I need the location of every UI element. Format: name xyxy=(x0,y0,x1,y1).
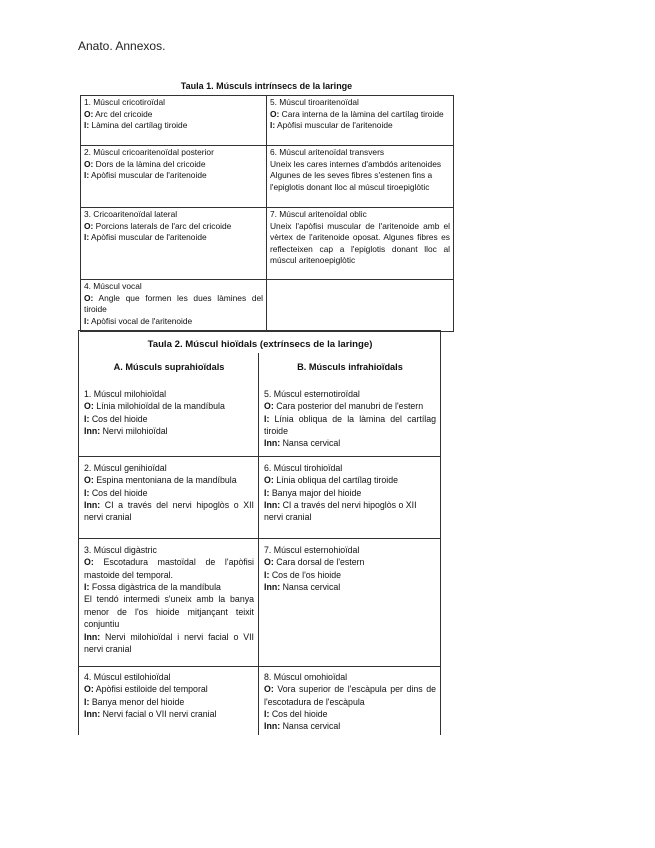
cell-line xyxy=(264,499,436,524)
cell-line xyxy=(264,544,436,556)
field-key: O: xyxy=(264,475,274,486)
field-text: 7. Múscul esternohioïdal xyxy=(264,544,360,555)
field-text: Nansa cervical xyxy=(280,721,341,732)
field-text: Línia obliqua de la làmina del cartílag tiroide xyxy=(264,413,436,437)
cell-line xyxy=(84,499,254,524)
table1-cell-empty xyxy=(267,280,454,332)
field-text: 5. Múscul esternotiroïdal xyxy=(264,388,360,399)
cell-line xyxy=(84,462,254,474)
field-key: I: xyxy=(84,170,90,181)
field-key: O: xyxy=(84,292,94,303)
table2-cell xyxy=(259,378,441,457)
field-text: Apòfisi estiloide del temporal xyxy=(93,684,208,695)
table1-cell xyxy=(81,208,267,280)
table1-cell xyxy=(81,146,267,208)
table2-row xyxy=(79,538,441,666)
field-key: I: xyxy=(84,315,90,326)
table2-cell xyxy=(79,378,259,457)
table2-cell xyxy=(259,456,441,538)
field-text: 6. Múscul tirohioïdal xyxy=(264,462,343,473)
cell-line xyxy=(264,671,436,683)
field-text: Apòfisi muscular de l'aritenoide xyxy=(275,120,393,131)
cell-line xyxy=(270,147,450,159)
table1-cell xyxy=(267,208,454,280)
field-text: Angle que formen les dues làmines del tiroide xyxy=(84,292,263,315)
table1 xyxy=(80,95,454,332)
table2-row xyxy=(79,666,441,735)
field-key: Inn: xyxy=(84,709,101,720)
field-text: Línia milohioïdal de la mandíbula xyxy=(93,401,225,412)
table1-cell xyxy=(81,280,267,332)
cell-line xyxy=(84,281,263,293)
field-text: Nansa cervical xyxy=(280,438,341,449)
field-text: Nervi facial o VII nervi cranial xyxy=(100,709,217,720)
field-key: I: xyxy=(270,120,276,131)
field-text: Uneix l'apòfisi muscular de l'aritenoide amb el vèrtex de l'aritenoide oposat. Algunes fibres es reflecteixen cap a l'epiglotis donant lloc al múscul aritenoepiglòtic xyxy=(270,220,450,266)
cell-line xyxy=(84,425,254,437)
field-key: I: xyxy=(84,232,90,243)
field-text: Apòfisi muscular de l'aritenoide xyxy=(89,170,207,181)
cell-line xyxy=(84,293,263,316)
field-key: O: xyxy=(264,401,274,412)
cell-line xyxy=(84,221,263,233)
cell-line xyxy=(84,159,263,171)
cell-line xyxy=(264,437,436,449)
field-text: El tendó intermedi s'uneix amb la banya menor de l'os hioide mitjançant teixit conjuntiu xyxy=(84,594,254,630)
table1-title: Taula 1. Músculs intrínsecs de la laringe xyxy=(180,81,353,91)
field-text: 4. Múscul estilohioïdal xyxy=(84,671,171,682)
table1-row xyxy=(81,280,454,332)
field-text: Cos del hioide xyxy=(269,709,328,720)
field-key: O: xyxy=(84,220,94,231)
field-key: I: xyxy=(264,709,270,720)
field-text: Fossa digàstrica de la mandíbula xyxy=(89,582,221,593)
table2-cell xyxy=(79,666,259,735)
cell-line xyxy=(264,556,436,568)
field-text: Nervi milohioïdal xyxy=(100,426,168,437)
field-key: O: xyxy=(84,158,94,169)
cell-line xyxy=(84,209,263,221)
field-key: Inn: xyxy=(264,582,281,593)
cell-line xyxy=(84,109,263,121)
table2-row xyxy=(79,456,441,538)
field-key: O: xyxy=(264,557,274,568)
field-key: Inn: xyxy=(84,426,101,437)
cell-line xyxy=(84,696,254,708)
field-text: CI a través del nervi hipoglòs o XII nervi cranial xyxy=(84,500,254,523)
field-text: CI a través del nervi hipoglòs o XII nervi cranial xyxy=(264,500,417,523)
field-key: O: xyxy=(84,108,94,119)
field-text: Arc del cricoide xyxy=(93,108,153,119)
field-text: Làmina del cartílag tiroide xyxy=(89,120,188,131)
field-text: 5. Múscul tiroaritenoïdal xyxy=(270,97,359,107)
cell-line xyxy=(264,487,436,499)
field-text: Apòfisi muscular de l'aritenoide xyxy=(89,232,207,243)
field-key: I: xyxy=(84,487,90,498)
table1-row xyxy=(81,208,454,280)
field-key: O: xyxy=(84,557,94,568)
field-text: Cos del hioide xyxy=(89,487,148,498)
field-key: I: xyxy=(264,487,270,498)
table2-cell xyxy=(79,456,259,538)
field-text: Cara interna de la làmina del cartílag tiroide xyxy=(279,108,444,119)
cell-line xyxy=(84,683,254,695)
table1-row xyxy=(81,96,454,146)
field-key: O: xyxy=(264,684,274,695)
field-text: Vora superior de l'escàpula per dins de l'escotadura de l'escàpula xyxy=(264,684,436,707)
field-text: Nansa cervical xyxy=(280,582,341,593)
field-key: I: xyxy=(84,696,90,707)
field-text: Uneix les cares internes d'ambdós aritenoides Algunes de les seves fibres s'estenen fins a l'epiglotis donant lloc al múscul tiroepiglòtic xyxy=(270,158,442,192)
field-key: Inn: xyxy=(264,721,281,732)
cell-line xyxy=(270,159,450,194)
field-text: Porcions laterals de l'arc del cricoide xyxy=(93,220,232,231)
cell-line xyxy=(84,413,254,425)
cell-line xyxy=(264,581,436,593)
cell-line xyxy=(270,109,450,121)
cell-line xyxy=(270,221,450,267)
field-key: I: xyxy=(264,569,270,580)
table2-row xyxy=(79,378,441,457)
cell-line xyxy=(84,388,254,400)
cell-line xyxy=(84,97,263,109)
field-key: O: xyxy=(84,475,94,486)
field-text: Banya major del hioide xyxy=(269,487,362,498)
table2-title: Taula 2. Múscul hioïdals (extrínsecs de la laringe) xyxy=(79,331,441,354)
cell-line xyxy=(264,683,436,708)
cell-line xyxy=(270,97,450,109)
table2-cell xyxy=(79,538,259,666)
table2-cell xyxy=(259,666,441,735)
table1-row xyxy=(81,146,454,208)
field-key: I: xyxy=(264,413,270,424)
cell-line xyxy=(84,487,254,499)
table2-cell xyxy=(259,538,441,666)
field-text: Escotadura mastoïdal de l'apòfisi mastoide del temporal. xyxy=(84,557,254,580)
table1-cell xyxy=(267,146,454,208)
cell-line xyxy=(270,209,450,221)
field-key: Inn: xyxy=(264,438,281,449)
field-text: 6. Múscul aritenoïdal transvers xyxy=(270,147,385,157)
field-key: O: xyxy=(84,401,94,412)
cell-line xyxy=(84,581,254,593)
field-key: I: xyxy=(84,120,90,131)
field-text: 2. Múscul cricoaritenoïdal posterior xyxy=(84,147,214,157)
cell-line xyxy=(84,316,263,328)
cell-line xyxy=(84,147,263,159)
cell-line xyxy=(84,544,254,556)
field-key: I: xyxy=(84,582,90,593)
field-text: Cos de l'os hioide xyxy=(269,569,341,580)
cell-line xyxy=(84,671,254,683)
cell-line xyxy=(84,474,254,486)
field-text: Banya menor del hioide xyxy=(89,696,185,707)
table2-col-a-heading: A. Músculs suprahioïdals xyxy=(79,353,259,377)
field-text: 4. Múscul vocal xyxy=(84,281,142,291)
table1-cell xyxy=(81,96,267,146)
cell-line xyxy=(84,120,263,132)
cell-line xyxy=(264,708,436,720)
cell-line xyxy=(84,556,254,581)
field-text: 2. Múscul genihioïdal xyxy=(84,462,167,473)
field-text: Línia obliqua del cartílag tiroide xyxy=(273,475,398,486)
page-header: Anato. Annexos. xyxy=(78,39,166,53)
cell-line xyxy=(264,413,436,438)
field-text: Cara posterior del manubri de l'estern xyxy=(273,401,424,412)
cell-line xyxy=(84,170,263,182)
field-text: 1. Múscul cricotiroïdal xyxy=(84,97,165,107)
cell-line xyxy=(264,474,436,486)
field-text: Dors de la làmina del cricoide xyxy=(93,158,206,169)
cell-line xyxy=(84,400,254,412)
field-text: Apòfisi vocal de l'aritenoide xyxy=(89,315,193,326)
cell-line xyxy=(270,120,450,132)
field-text: 7. Múscul aritenoïdal oblic xyxy=(270,209,367,219)
cell-line xyxy=(84,631,254,656)
field-text: 1. Múscul milohioïdal xyxy=(84,388,167,399)
cell-line xyxy=(84,593,254,630)
cell-line xyxy=(264,569,436,581)
field-text: 3. Cricoaritenoïdal lateral xyxy=(84,209,178,219)
field-key: I: xyxy=(84,413,90,424)
field-key: Inn: xyxy=(84,631,101,642)
table2-col-b-heading: B. Músculs infrahioïdals xyxy=(259,353,441,377)
cell-line xyxy=(264,720,436,732)
field-key: O: xyxy=(84,684,94,695)
field-key: O: xyxy=(270,108,280,119)
table2 xyxy=(78,330,441,735)
cell-line xyxy=(264,388,436,400)
table1-cell xyxy=(267,96,454,146)
cell-line xyxy=(264,462,436,474)
field-text: Cos del hioide xyxy=(89,413,148,424)
field-key: Inn: xyxy=(84,500,101,511)
cell-line xyxy=(264,400,436,412)
field-text: Espina mentoniana de la mandíbula xyxy=(93,475,237,486)
field-text: Cara dorsal de l'estern xyxy=(273,557,365,568)
field-text: Nervi milohioïdal i nervi facial o VII nervi cranial xyxy=(84,631,254,655)
field-text: 3. Múscul digàstric xyxy=(84,544,157,555)
field-text: 8. Múscul omohioïdal xyxy=(264,671,348,682)
cell-line xyxy=(84,232,263,244)
field-key: Inn: xyxy=(264,500,281,511)
cell-line xyxy=(84,708,254,720)
